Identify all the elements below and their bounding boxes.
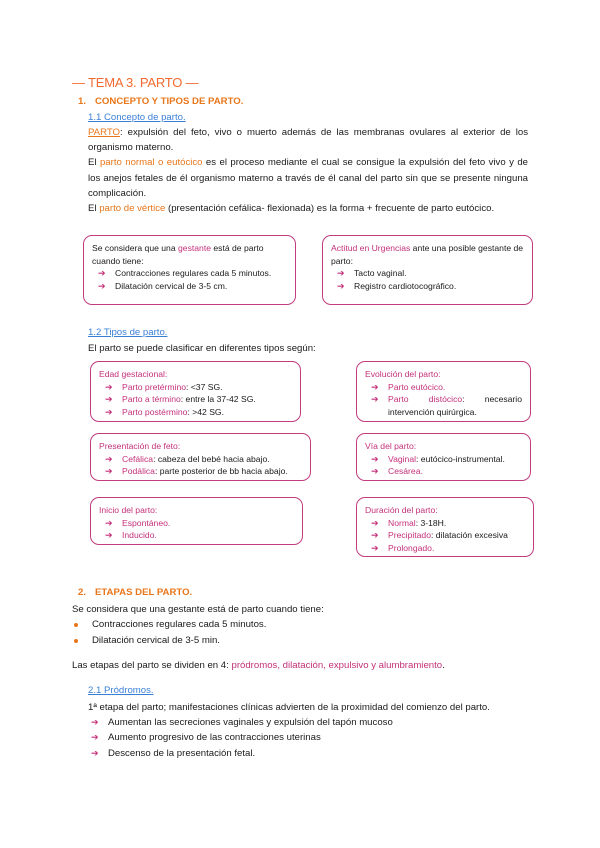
list-item — [365, 517, 525, 530]
list-item-text: : eutócico-instrumental. — [416, 453, 505, 464]
list-item-term: Parto a término — [122, 394, 181, 405]
prodromos-intro: 1ª etapa del parto; manifestaciones clínicas advierten de la proximidad del comienzo del parto. — [88, 702, 490, 713]
arrow-icon: ➔ — [91, 732, 99, 743]
arrow-icon: ➔ — [371, 394, 379, 405]
list-item — [99, 517, 294, 530]
parto-normal-text: es el proceso mediante el cual se consigue la expulsión del feto vivo y de los anejos fetales de él organismo materno a través de él canal del parto sin que se presente ninguna complicación. — [88, 157, 528, 199]
list-item-text: Dilatación cervical de 3-5 cm. — [115, 280, 228, 291]
list-item — [365, 542, 525, 555]
list-item — [365, 465, 522, 478]
box-title: Evolución del parto: — [365, 369, 441, 379]
list-item-term: Parto pretérmino — [122, 381, 187, 392]
list-item — [331, 267, 524, 280]
list-item-text: Tacto vaginal. — [354, 268, 407, 279]
via-parto-box — [356, 433, 531, 481]
list-item — [99, 529, 294, 542]
list-item-term: Podálica — [122, 466, 155, 477]
list-item — [365, 529, 525, 542]
arrow-icon: ➔ — [105, 530, 113, 541]
arrow-icon: ➔ — [105, 517, 113, 528]
list-item — [88, 730, 393, 745]
arrow-icon: ➔ — [371, 517, 379, 528]
list-item — [99, 465, 302, 478]
parto-vertice-pre: El — [88, 203, 100, 215]
arrow-icon: ➔ — [105, 381, 113, 392]
list-item-text: Descenso de la presentación fetal. — [108, 747, 256, 759]
presentacion-feto-box — [90, 433, 311, 481]
section-1-heading — [78, 96, 243, 107]
arrow-icon: ➔ — [105, 453, 113, 464]
list-item-text: Aumentan las secreciones vaginales y expulsión del tapón mucoso — [108, 717, 393, 728]
parto-vertice-text: (presentación cefálica- flexionada) es la forma + frecuente de parto eutócico. — [165, 203, 495, 215]
gestante-text-pre: Se considera que una — [92, 243, 179, 253]
section-2-number: 2. — [78, 587, 87, 598]
list-item — [99, 453, 302, 466]
parto-normal-definition — [88, 155, 528, 201]
parto-normal-term: parto normal o eutócico — [99, 157, 203, 169]
prodromos-list — [88, 715, 393, 761]
list-item-term: Prolongado. — [388, 542, 435, 553]
parto-definition — [88, 125, 528, 155]
list-item-text: : 3-18H. — [415, 517, 447, 528]
parto-vertice-definition — [88, 201, 528, 216]
list-item-text: Registro cardiotocográfico. — [354, 280, 457, 291]
gestante-term: gestante — [178, 243, 211, 253]
list-item-text: : dilatación excesiva — [431, 530, 508, 541]
parto-vertice-term: parto de vértice — [99, 203, 166, 215]
bullet-icon — [74, 639, 78, 643]
concept-paragraph — [88, 125, 528, 216]
list-item-text: Contracciones regulares cada 5 minutos. — [115, 268, 272, 279]
list-item-text: Dilatación cervical de 3-5 min. — [92, 634, 220, 646]
list-item-term: Vaginal — [388, 453, 417, 464]
list-item-text: : necesario intervención quirúrgica. — [388, 394, 522, 417]
parto-definition-text: : expulsión del feto, vivo o muerto además de las membranas ovulares al exterior de los organismo materno. — [88, 127, 528, 154]
list-item-term: Cefálica — [122, 453, 154, 464]
section-2-heading — [78, 587, 192, 598]
inicio-parto-box — [90, 497, 303, 545]
urgencias-term: Actitud en Urgencias — [331, 243, 411, 253]
evolucion-parto-box — [356, 361, 531, 422]
box-title: Duración del parto: — [365, 505, 438, 515]
list-item — [331, 280, 524, 293]
page-title: — TEMA 3. PARTO — — [72, 75, 199, 90]
types-intro: El parto se puede clasificar en diferentes tipos según: — [88, 343, 316, 354]
list-item-text: : <37 SG. — [186, 381, 223, 392]
list-item — [88, 746, 393, 761]
list-item-text: : >42 SG. — [187, 406, 224, 417]
list-item-term: Espontáneo. — [122, 517, 171, 528]
gestante-parto-box — [83, 235, 296, 305]
arrow-icon: ➔ — [371, 542, 379, 553]
subsection-2-1-heading: 2.1 Pródromos. — [88, 685, 154, 696]
box-title: Vía del parto: — [365, 441, 417, 451]
list-item-term: Parto postérmino — [122, 406, 188, 417]
list-item — [99, 406, 292, 419]
list-item — [365, 381, 522, 394]
gestante-text-post: está de parto cuando tiene: — [92, 243, 264, 266]
list-item-text: : cabeza del bebé hacia abajo. — [153, 453, 270, 464]
arrow-icon: ➔ — [91, 747, 99, 758]
list-item-term: Normal — [388, 517, 416, 528]
list-item-term: Parto distócico — [388, 394, 463, 405]
arrow-icon: ➔ — [337, 280, 345, 291]
urgencias-text-post: ante una posible gestante de parto: — [331, 243, 524, 266]
list-item-term: Parto eutócico. — [388, 381, 446, 392]
gestante-criteria-list — [72, 617, 266, 648]
arrow-icon: ➔ — [371, 530, 379, 541]
stages-end: . — [442, 660, 445, 671]
list-item — [72, 633, 266, 649]
arrow-icon: ➔ — [105, 466, 113, 477]
arrow-icon: ➔ — [371, 381, 379, 392]
section-2-intro: Se considera que una gestante está de parto cuando tiene: — [72, 604, 324, 615]
list-item — [99, 393, 292, 406]
stages-sentence — [72, 659, 445, 673]
list-item-term: Precipitado — [388, 530, 431, 541]
section-1-title: CONCEPTO Y TIPOS DE PARTO. — [95, 96, 244, 107]
arrow-icon: ➔ — [337, 268, 345, 279]
section-2-title: ETAPAS DEL PARTO. — [95, 587, 193, 598]
duracion-parto-box — [356, 497, 534, 557]
arrow-icon: ➔ — [105, 406, 113, 417]
stages-pre: Las etapas del parto se dividen en 4: — [72, 660, 232, 671]
arrow-icon: ➔ — [98, 280, 106, 291]
list-item — [92, 267, 287, 280]
arrow-icon: ➔ — [371, 466, 379, 477]
section-1-number: 1. — [78, 96, 87, 107]
list-item-text: Aumento progresivo de las contracciones uterinas — [108, 732, 321, 744]
list-item — [99, 381, 292, 394]
list-item — [365, 393, 522, 418]
bullet-icon — [74, 623, 78, 627]
list-item — [92, 280, 287, 293]
box-title: Presentación de feto: — [99, 441, 181, 451]
box-title: Edad gestacional: — [99, 369, 168, 379]
list-item-term: Cesárea. — [388, 466, 423, 477]
parto-term: PARTO — [88, 127, 120, 138]
list-item-text: : entre la 37-42 SG. — [180, 394, 256, 405]
list-item — [365, 453, 522, 466]
arrow-icon: ➔ — [98, 268, 106, 279]
list-item-term: Inducido. — [122, 530, 157, 541]
edad-gestacional-box — [90, 361, 301, 422]
gestante-box-text — [92, 242, 287, 267]
box-title: Inicio del parto: — [99, 505, 158, 515]
arrow-icon: ➔ — [105, 394, 113, 405]
list-item — [88, 715, 393, 730]
list-item — [72, 617, 266, 633]
urgencias-box-text — [331, 242, 524, 267]
subsection-1-2-heading: 1.2 Tipos de parto. — [88, 327, 168, 338]
list-item-text: : parte posterior de bb hacia abajo. — [154, 466, 288, 477]
urgencias-box — [322, 235, 533, 305]
arrow-icon: ➔ — [371, 453, 379, 464]
parto-normal-pre: El — [88, 157, 100, 169]
arrow-icon: ➔ — [91, 717, 99, 727]
list-item-text: Contracciones regulares cada 5 minutos. — [92, 619, 267, 630]
subsection-1-1-heading: 1.1 Concepto de parto. — [88, 112, 186, 123]
stages-term: pródromos, dilatación, expulsivo y alumbramiento — [231, 660, 443, 671]
